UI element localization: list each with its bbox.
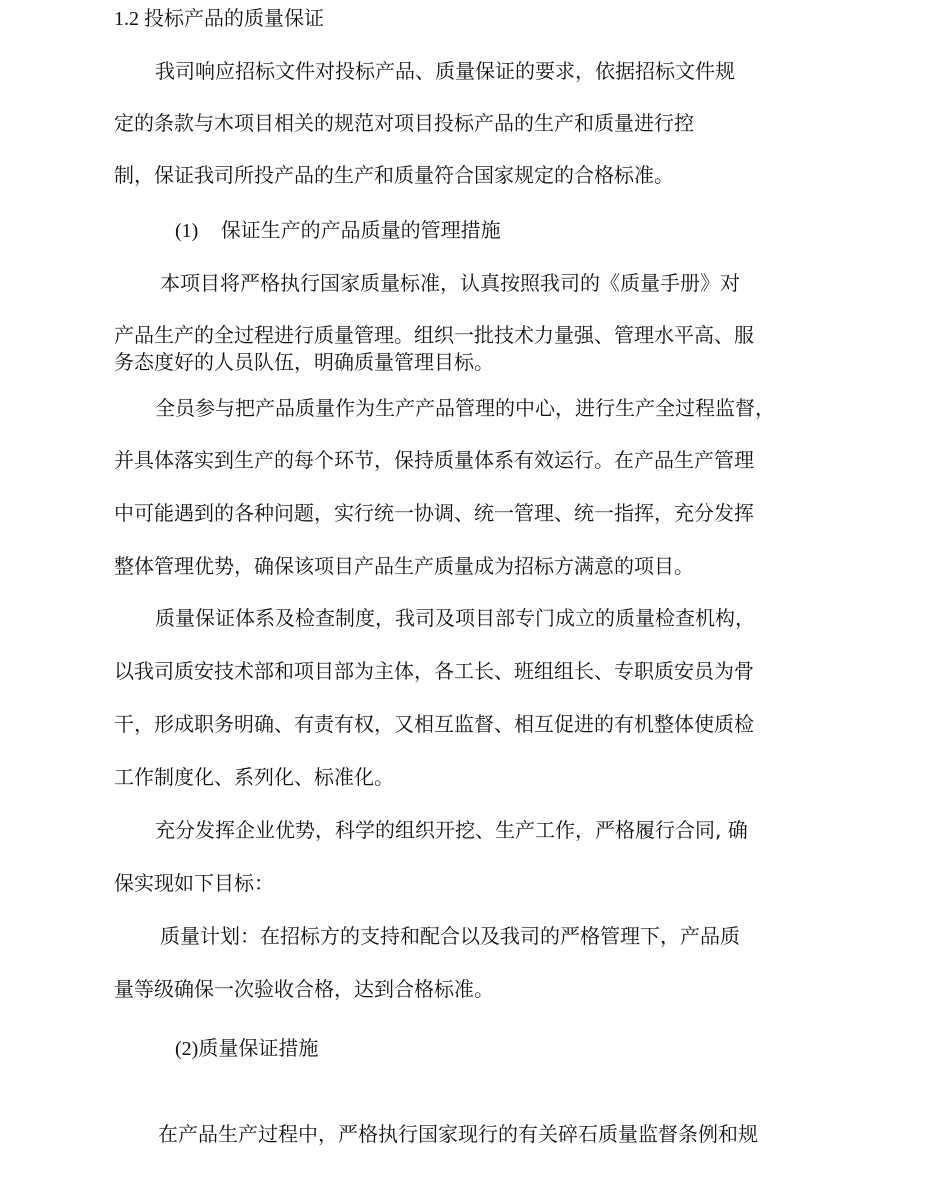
- paragraph-6-line-1: 质量计划：在招标方的支持和配合以及我司的严格管理下，产品质: [160, 924, 740, 948]
- paragraph-1-line-1: 我司响应招标文件对投标产品、质量保证的要求，依据招标文件规: [155, 59, 735, 83]
- subheading-2: [175, 1036, 318, 1061]
- paragraph-3-line-1: 全员参与把产品质量作为生产产品管理的中心，进行生产全过程监督，: [155, 396, 775, 420]
- paragraph-4-line-1: 质量保证体系及检查制度，我司及项目部专门成立的质量检查机构，: [155, 606, 755, 630]
- section-number: 1.2 投标产品的质量保证: [114, 8, 324, 30]
- paragraph-4-line-3: 干，形成职务明确、有责有权，又相互监督、相互促进的有机整体使质检: [114, 712, 754, 736]
- paragraph-2-line-1: 本项目将严格执行国家质量标准，认真按照我司的《质量手册》对: [160, 271, 740, 295]
- section-heading: [114, 6, 324, 31]
- paragraph-3-line-2: 并具体落实到生产的每个环节，保持质量体系有效运行。在产品生产管理: [114, 448, 754, 472]
- paragraph-2-line-3: 务态度好的人员队伍，明确质量管理目标。: [114, 350, 494, 374]
- paragraph-7-line-1: 在产品生产过程中，严格执行国家现行的有关碎石质量监督条例和规: [158, 1122, 758, 1146]
- paragraph-3-line-4: 整体管理优势，确保该项目产品生产质量成为招标方满意的项目。: [114, 554, 694, 578]
- paragraph-1-line-2: 定的条款与木项目相关的规范对项目投标产品的生产和质量进行控: [114, 111, 694, 135]
- paragraph-1-line-3: 制，保证我司所投产品的生产和质量符合国家规定的合格标准。: [114, 163, 674, 187]
- paragraph-4-line-2: 以我司质安技术部和项目部为主体，各工长、班组组长、专职质安员为骨: [114, 659, 754, 683]
- paragraph-5-line-2: 保实现如下目标：: [114, 871, 274, 895]
- paragraph-2-line-2: 产品生产的全过程进行质量管理。组织一批技术力量强、管理水平高、服: [114, 323, 754, 347]
- paragraph-6-line-2: 量等级确保一次验收合格，达到合格标准。: [114, 977, 494, 1001]
- paragraph-5-line-1: 充分发挥企业优势，科学的组织开挖、生产工作，严格履行合同, 确: [155, 818, 748, 842]
- subheading-2-number: (2): [175, 1038, 199, 1060]
- subheading-1: [175, 218, 501, 243]
- paragraph-4-line-4: 工作制度化、系列化、标准化。: [114, 765, 394, 789]
- subheading-2-text: 质量保证措施: [198, 1036, 319, 1060]
- subheading-1-number: (1): [175, 220, 199, 242]
- subheading-1-text: 保证生产的产品质量的管理措施: [220, 218, 501, 242]
- paragraph-3-line-3: 中可能遇到的各种问题，实行统一协调、统一管理、统一指挥，充分发挥: [114, 501, 754, 525]
